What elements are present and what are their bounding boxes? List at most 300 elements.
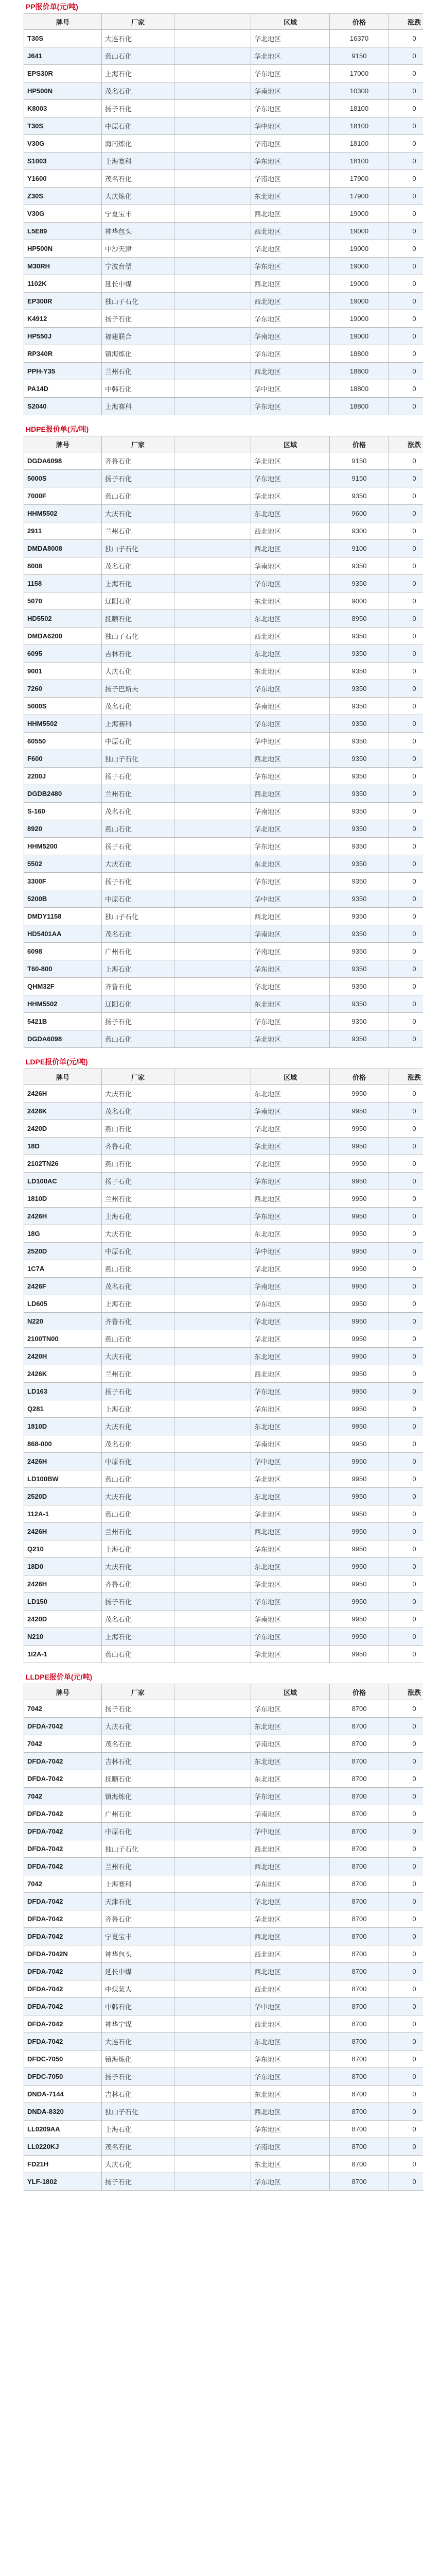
table-cell: 9950	[330, 1383, 389, 1400]
table-cell: 上海石化	[102, 575, 174, 592]
table-cell	[174, 1823, 251, 1840]
table-row	[24, 2173, 423, 2191]
table-cell: 5200B	[24, 890, 102, 908]
table-cell: 华东地区	[251, 398, 330, 415]
table-cell: 7260	[24, 680, 102, 698]
table-cell: 9950	[330, 1400, 389, 1418]
table-cell: 0	[389, 873, 423, 890]
table-cell: 扬子巴斯夫	[102, 680, 174, 698]
table-cell: 扬子石化	[102, 2173, 174, 2191]
table-cell: 0	[389, 1330, 423, 1348]
table-cell: F600	[24, 750, 102, 768]
table-cell: 0	[389, 1505, 423, 1523]
table-cell: 镇海炼化	[102, 345, 174, 363]
table-cell: 0	[389, 2050, 423, 2068]
table-cell: 0	[389, 890, 423, 908]
table-cell	[174, 820, 251, 838]
table-cell	[174, 1138, 251, 1155]
table-cell: 9350	[330, 890, 389, 908]
table-cell: 华南地区	[251, 557, 330, 575]
table-row	[24, 1488, 423, 1505]
table-row	[24, 1628, 423, 1646]
table-cell: 华北地区	[251, 978, 330, 995]
table-cell: 燕山石化	[102, 1030, 174, 1048]
table-cell	[174, 117, 251, 135]
table-cell: 0	[389, 820, 423, 838]
table-cell: 上海赛科	[102, 715, 174, 733]
table-row	[24, 258, 423, 275]
table-cell: 华东地区	[251, 1875, 330, 1893]
table-cell: 0	[389, 2156, 423, 2173]
table-cell: 华东地区	[251, 1208, 330, 1225]
table-cell: 0	[389, 1278, 423, 1295]
table-cell: 0	[389, 188, 423, 205]
table-cell: 9000	[330, 592, 389, 610]
table-cell	[174, 293, 251, 310]
table-cell: 西北地区	[251, 1928, 330, 1945]
table-cell: 华中地区	[251, 1453, 330, 1470]
table-cell: V30G	[24, 135, 102, 152]
table-row	[24, 1085, 423, 1103]
table-cell: 0	[389, 663, 423, 680]
table-cell	[174, 592, 251, 610]
table-cell: 扬子石化	[102, 1593, 174, 1611]
table-cell: 西北地区	[251, 750, 330, 768]
table-cell: 茂名石化	[102, 925, 174, 943]
table-cell: 2426F	[24, 1278, 102, 1295]
table-cell: 2426H	[24, 1208, 102, 1225]
table-cell: 华北地区	[251, 1505, 330, 1523]
table-cell: 9950	[330, 1225, 389, 1243]
table-cell: 扬子石化	[102, 1700, 174, 1718]
column-header: 厂家	[102, 1684, 174, 1700]
table-cell	[174, 1611, 251, 1628]
table-cell: 华中地区	[251, 1823, 330, 1840]
table-cell	[174, 82, 251, 100]
table-cell: 华东地区	[251, 2050, 330, 2068]
table-cell: DFDA-7042	[24, 1928, 102, 1945]
table-cell: 齐鲁石化	[102, 1575, 174, 1593]
table-cell: 东北地区	[251, 1558, 330, 1575]
table-row	[24, 1980, 423, 1998]
table-cell: 华北地区	[251, 1910, 330, 1928]
table-cell: 西北地区	[251, 628, 330, 645]
table-row	[24, 398, 423, 415]
table-cell	[174, 908, 251, 925]
table-header-row	[24, 14, 423, 30]
table-cell: 宁波台塑	[102, 258, 174, 275]
column-header: 区域	[251, 1684, 330, 1700]
table-row	[24, 522, 423, 540]
table-cell: DFDA-7042	[24, 1998, 102, 2015]
table-row	[24, 1400, 423, 1418]
table-cell: 1810D	[24, 1418, 102, 1435]
column-header: 价格	[330, 436, 389, 452]
table-cell	[174, 152, 251, 170]
table-cell: PPH-Y35	[24, 363, 102, 380]
price-table	[24, 13, 423, 415]
table-cell: 华东地区	[251, 715, 330, 733]
table-cell	[174, 1963, 251, 1980]
table-cell: 0	[389, 1805, 423, 1823]
table-row	[24, 1505, 423, 1523]
table-cell: 华南地区	[251, 698, 330, 715]
table-row	[24, 188, 423, 205]
table-cell	[174, 2138, 251, 2156]
table-cell: 华东地区	[251, 310, 330, 328]
section-gap	[24, 1048, 399, 1055]
column-header: 区域	[251, 14, 330, 30]
table-cell: 0	[389, 1540, 423, 1558]
table-cell: 0	[389, 540, 423, 557]
table-cell: 东北地区	[251, 2156, 330, 2173]
table-cell: 0	[389, 398, 423, 415]
table-cell: 5070	[24, 592, 102, 610]
table-cell	[174, 205, 251, 223]
table-cell: 8700	[330, 2015, 389, 2033]
table-cell: DFDA-7042	[24, 1823, 102, 1840]
column-header	[174, 1684, 251, 1700]
table-cell: 5000S	[24, 470, 102, 487]
table-cell	[174, 310, 251, 328]
table-cell: 吉林石化	[102, 2086, 174, 2103]
table-row	[24, 1575, 423, 1593]
table-row	[24, 1945, 423, 1963]
table-cell: 华南地区	[251, 943, 330, 960]
table-cell: 0	[389, 610, 423, 628]
column-header: 牌号	[24, 14, 102, 30]
table-cell: 9350	[330, 575, 389, 592]
section-gap	[24, 2191, 399, 2198]
table-cell	[174, 1418, 251, 1435]
table-cell: 中煤蒙大	[102, 1980, 174, 1998]
table-cell: 8700	[330, 1700, 389, 1718]
table-cell: 9950	[330, 1190, 389, 1208]
table-cell: 9950	[330, 1120, 389, 1138]
table-cell: 独山子石化	[102, 908, 174, 925]
table-cell: M30RH	[24, 258, 102, 275]
table-cell	[174, 522, 251, 540]
table-row	[24, 2086, 423, 2103]
table-cell: 9150	[330, 470, 389, 487]
table-cell: 华北地区	[251, 820, 330, 838]
table-cell: 大连石化	[102, 2033, 174, 2050]
table-cell: 大庆石化	[102, 2156, 174, 2173]
table-cell: 镇海炼化	[102, 1788, 174, 1805]
column-header	[174, 14, 251, 30]
table-cell: K8003	[24, 100, 102, 117]
table-cell: HHM5200	[24, 838, 102, 855]
table-cell: 9950	[330, 1173, 389, 1190]
table-cell: 燕山石化	[102, 1120, 174, 1138]
table-row	[24, 1875, 423, 1893]
table-row	[24, 873, 423, 890]
table-cell: 西北地区	[251, 275, 330, 293]
table-cell: DFDA-7042	[24, 2015, 102, 2033]
table-cell: 0	[389, 1823, 423, 1840]
table-cell	[174, 1788, 251, 1805]
table-cell: 大庆石化	[102, 1488, 174, 1505]
table-cell: 9350	[330, 803, 389, 820]
table-cell: 8700	[330, 1963, 389, 1980]
table-cell: 0	[389, 1190, 423, 1208]
table-cell: 19000	[330, 310, 389, 328]
table-cell	[174, 1470, 251, 1488]
table-cell: 兰州石化	[102, 522, 174, 540]
table-cell: 0	[389, 1453, 423, 1470]
table-cell: 西北地区	[251, 363, 330, 380]
table-cell: 8700	[330, 1910, 389, 1928]
table-cell: 华北地区	[251, 1313, 330, 1330]
table-cell: 8700	[330, 1770, 389, 1788]
table-cell: 扬子石化	[102, 1013, 174, 1030]
table-cell	[174, 1910, 251, 1928]
table-cell: 西北地区	[251, 1840, 330, 1858]
table-cell: 9350	[330, 925, 389, 943]
table-cell: 抚顺石化	[102, 610, 174, 628]
table-cell: 112A-1	[24, 1505, 102, 1523]
table-cell: 6098	[24, 943, 102, 960]
table-cell: 燕山石化	[102, 487, 174, 505]
table-cell: Q210	[24, 1540, 102, 1558]
price-section	[24, 422, 421, 1055]
table-cell: 西北地区	[251, 1945, 330, 1963]
table-cell: 9950	[330, 1208, 389, 1225]
table-row	[24, 135, 423, 152]
table-cell: 华北地区	[251, 1155, 330, 1173]
table-cell: 华东地区	[251, 2121, 330, 2138]
table-row	[24, 628, 423, 645]
table-row	[24, 2138, 423, 2156]
table-cell	[174, 628, 251, 645]
table-cell: 华中地区	[251, 1243, 330, 1260]
table-cell	[174, 1225, 251, 1243]
table-header-row	[24, 1684, 423, 1700]
table-cell: 9950	[330, 1155, 389, 1173]
table-row	[24, 275, 423, 293]
table-cell: 上海赛科	[102, 1875, 174, 1893]
table-cell: 华中地区	[251, 1998, 330, 2015]
table-row	[24, 293, 423, 310]
table-cell: 19000	[330, 275, 389, 293]
table-cell: 上海赛科	[102, 398, 174, 415]
column-header: 牌号	[24, 1684, 102, 1700]
table-cell: 中原石化	[102, 890, 174, 908]
table-cell: 0	[389, 1295, 423, 1313]
table-cell	[174, 1893, 251, 1910]
table-cell: 9350	[330, 908, 389, 925]
table-row	[24, 680, 423, 698]
table-cell: 0	[389, 1910, 423, 1928]
table-cell: 燕山石化	[102, 47, 174, 65]
table-cell: 西北地区	[251, 785, 330, 803]
table-cell: 华南地区	[251, 1278, 330, 1295]
table-cell: HHM5502	[24, 715, 102, 733]
table-cell	[174, 1593, 251, 1611]
section-title: LLDPE报价单(元/吨)	[26, 1673, 93, 1681]
table-cell: N210	[24, 1628, 102, 1646]
table-cell: 华南地区	[251, 803, 330, 820]
table-cell: 0	[389, 592, 423, 610]
table-cell: 2426H	[24, 1575, 102, 1593]
table-cell	[174, 223, 251, 240]
table-row	[24, 1770, 423, 1788]
table-cell	[174, 1700, 251, 1718]
column-header: 价格	[330, 1684, 389, 1700]
table-cell: 华东地区	[251, 680, 330, 698]
table-row	[24, 960, 423, 978]
table-cell	[174, 838, 251, 855]
table-cell: 0	[389, 2173, 423, 2191]
table-cell: 2426H	[24, 1085, 102, 1103]
table-cell: 8700	[330, 1735, 389, 1753]
table-cell: 西北地区	[251, 1858, 330, 1875]
table-cell: 华北地区	[251, 1646, 330, 1663]
price-table	[24, 436, 423, 1048]
table-cell	[174, 1628, 251, 1646]
table-cell: 0	[389, 960, 423, 978]
table-row	[24, 2103, 423, 2121]
table-row	[24, 487, 423, 505]
table-cell: 茂名石化	[102, 1278, 174, 1295]
table-cell: 0	[389, 1383, 423, 1400]
table-cell: 华东地区	[251, 873, 330, 890]
table-row	[24, 557, 423, 575]
table-row	[24, 1753, 423, 1770]
table-cell: QHM32F	[24, 978, 102, 995]
table-cell: 2911	[24, 522, 102, 540]
table-cell: 19000	[330, 240, 389, 258]
table-row	[24, 310, 423, 328]
table-cell: 9950	[330, 1260, 389, 1278]
table-cell: 华东地区	[251, 2068, 330, 2086]
table-cell: 9350	[330, 645, 389, 663]
table-cell: 独山子石化	[102, 293, 174, 310]
table-cell: RP340R	[24, 345, 102, 363]
table-cell: 东北地区	[251, 1348, 330, 1365]
table-cell: 8700	[330, 1858, 389, 1875]
table-cell: 上海赛科	[102, 152, 174, 170]
table-cell: FD21H	[24, 2156, 102, 2173]
table-cell: 东北地区	[251, 1753, 330, 1770]
table-cell: 华南地区	[251, 1735, 330, 1753]
table-cell: 扬子石化	[102, 470, 174, 487]
table-cell: 2420H	[24, 1348, 102, 1365]
table-row	[24, 1295, 423, 1313]
column-header: 牌号	[24, 436, 102, 452]
table-cell: 齐鲁石化	[102, 1138, 174, 1155]
table-cell: 9350	[330, 715, 389, 733]
table-cell: 华东地区	[251, 100, 330, 117]
table-cell: 0	[389, 925, 423, 943]
table-cell: 镇海炼化	[102, 2050, 174, 2068]
table-cell: 18D	[24, 1138, 102, 1155]
table-row	[24, 452, 423, 470]
table-cell: 0	[389, 1225, 423, 1243]
table-cell: 华北地区	[251, 1575, 330, 1593]
table-cell	[174, 803, 251, 820]
table-cell: 华南地区	[251, 925, 330, 943]
table-cell: 0	[389, 1593, 423, 1611]
table-cell: 1C7A	[24, 1260, 102, 1278]
table-cell: 0	[389, 2033, 423, 2050]
table-cell: DFDA-7042	[24, 1963, 102, 1980]
table-cell: 华东地区	[251, 1700, 330, 1718]
table-cell: 广州石化	[102, 1805, 174, 1823]
table-row	[24, 1840, 423, 1858]
table-cell: 9950	[330, 1540, 389, 1558]
table-cell: 9950	[330, 1365, 389, 1383]
section-title: LDPE报价单(元/吨)	[26, 1058, 88, 1066]
table-cell: 9350	[330, 1030, 389, 1048]
table-cell	[174, 1190, 251, 1208]
table-row	[24, 698, 423, 715]
table-cell	[174, 487, 251, 505]
table-cell: 辽阳石化	[102, 995, 174, 1013]
table-row	[24, 1593, 423, 1611]
section-gap	[24, 415, 399, 422]
table-cell	[174, 240, 251, 258]
table-cell: 华北地区	[251, 1030, 330, 1048]
table-cell: 9950	[330, 1628, 389, 1646]
table-cell: 0	[389, 715, 423, 733]
table-cell: 华南地区	[251, 2138, 330, 2156]
table-cell: 0	[389, 1348, 423, 1365]
table-cell: 0	[389, 522, 423, 540]
table-cell: DFDA-7042	[24, 1753, 102, 1770]
table-cell: 华东地区	[251, 838, 330, 855]
table-cell: 2520D	[24, 1243, 102, 1260]
table-cell: T30S	[24, 30, 102, 47]
table-cell: 茂名石化	[102, 1735, 174, 1753]
table-header-row	[24, 1069, 423, 1085]
table-cell	[174, 1330, 251, 1348]
table-cell: 2100TN00	[24, 1330, 102, 1348]
table-cell: 9350	[330, 838, 389, 855]
table-cell: DFDA-7042	[24, 2033, 102, 2050]
table-row	[24, 1558, 423, 1575]
table-cell: 西北地区	[251, 1963, 330, 1980]
table-cell: 7042	[24, 1788, 102, 1805]
table-cell: 华北地区	[251, 1260, 330, 1278]
table-cell: 华东地区	[251, 345, 330, 363]
table-cell: 上海石化	[102, 1400, 174, 1418]
table-cell: 0	[389, 117, 423, 135]
table-cell: 9350	[330, 628, 389, 645]
table-cell: 0	[389, 1858, 423, 1875]
table-cell: 8700	[330, 1893, 389, 1910]
table-cell: 1158	[24, 575, 102, 592]
table-cell: 燕山石化	[102, 1646, 174, 1663]
table-cell: 华南地区	[251, 1611, 330, 1628]
table-cell	[174, 1980, 251, 1998]
table-row	[24, 170, 423, 188]
table-row	[24, 838, 423, 855]
table-cell: 0	[389, 47, 423, 65]
table-cell	[174, 698, 251, 715]
table-row	[24, 1013, 423, 1030]
table-row	[24, 733, 423, 750]
table-cell: 福建联合	[102, 328, 174, 345]
table-cell: 燕山石化	[102, 1155, 174, 1173]
table-cell	[174, 1030, 251, 1048]
table-cell	[174, 1453, 251, 1470]
table-cell: 9001	[24, 663, 102, 680]
table-cell	[174, 1013, 251, 1030]
table-cell: T30S	[24, 117, 102, 135]
table-row	[24, 1928, 423, 1945]
table-cell: 扬子石化	[102, 768, 174, 785]
